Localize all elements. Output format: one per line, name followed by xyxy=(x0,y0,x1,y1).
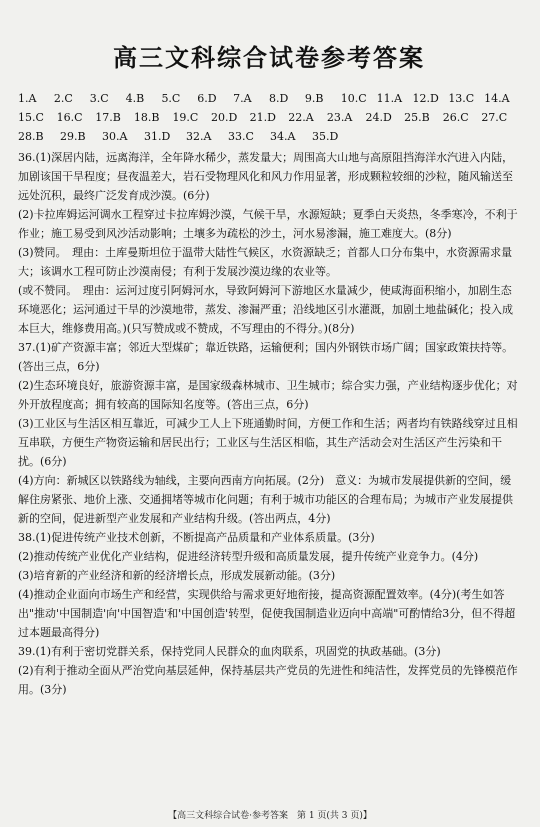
answer-item: 3.C xyxy=(89,92,109,105)
question-38-part-1: 38.(1)促进传统产业技术创新，不断提高产品质量和产业体系质量。(3分) xyxy=(18,531,375,544)
question-38-part-2: (2)推动传统产业优化产业结构，促进经济转型升级和高质量发展，提升传统产业竞争力。(4分) xyxy=(18,550,479,563)
answer-item: 27.C xyxy=(481,111,508,124)
answer-item: 9.B xyxy=(304,92,324,105)
answer-item: 24.D xyxy=(365,111,392,124)
answer-item: 20.D xyxy=(211,111,238,124)
question-36 xyxy=(18,148,520,338)
answer-item: 25.B xyxy=(404,111,430,124)
answer-item: 12.D xyxy=(412,92,439,105)
answer-item: 21.D xyxy=(249,111,276,124)
answer-item: 4.B xyxy=(125,92,145,105)
answer-item: 15.C xyxy=(18,111,44,124)
answer-content xyxy=(18,148,520,699)
answer-item: 28.B xyxy=(18,130,44,143)
answer-item: 29.B xyxy=(60,130,86,143)
answer-item: 33.C xyxy=(228,130,254,143)
question-38 xyxy=(18,528,520,642)
question-36-part-3-alt: (或不赞同。 理由：运河过度引阿姆河水，导致阿姆河下游地区水量减少，使咸海面积缩小，加剧生态环境恶化；运河通过干旱的沙漠地带，蒸发、渗漏严重；沿线地区引水灌溉，加剧土地盐碱化；投入成本巨大，维修费用高。)(只写赞成或不赞成，不写理由的不得分。)(8分) xyxy=(18,284,513,335)
answer-item: 34.A xyxy=(270,130,296,143)
answer-row-3 xyxy=(18,127,520,146)
question-37 xyxy=(18,338,520,528)
answer-item: 18.B xyxy=(133,111,160,124)
question-39-part-1: 39.(1)有利于密切党群关系，保持党同人民群众的血肉联系，巩固党的执政基础。(3分) xyxy=(18,645,441,658)
answer-item: 31.D xyxy=(144,130,171,143)
question-37-part-3: (3)工业区与生活区相互靠近，可减少工人上下班通勤时间，方便工作和生活；两者均有铁路线穿过且相互串联，方便生产物资运输和居民出行；工业区与生活区相临，其生产活动会对生活区产生污染和干扰。(6分) xyxy=(18,417,518,468)
answer-item: 10.C xyxy=(340,92,367,105)
page-footer: 【高三文科综合试卷·参考答案 第 1 页(共 3 页)】 xyxy=(168,811,372,821)
answer-item: 30.A xyxy=(102,130,128,143)
question-36-part-1: 36.(1)深居内陆，远离海洋，全年降水稀少，蒸发量大；周围高大山地与高原阻挡海洋水汽进入内陆，加剧该国干旱程度；昼夜温差大，岩石受物理风化和风力作用显著，形成颗粒较细的沙粒，随风输送至远处沉积，最终广泛发育成沙漠。(6分) xyxy=(18,151,514,202)
page-title: 高三文科综合试卷参考答案 xyxy=(113,44,425,72)
answer-item: 23.A xyxy=(326,111,353,124)
question-37-part-4: (4)方向：新城区以铁路线为轴线，主要向西南方向拓展。(2分) 意义：为城市发展提供新的空间，缓解住房紧张、地价上涨、交通拥堵等城市化问题；有利于城市功能区的合理布局；为城市产业发展提供新的空间，促进新型产业发展和产业结构升级。(答出两点，4分) xyxy=(18,474,513,525)
question-36-part-3: (3)赞同。 理由：土库曼斯坦位于温带大陆性气候区，水资源缺乏；首都人口分布集中，水资源需求量大；该调水工程可防止沙漠南侵；有利于发展沙漠边缘的农业等。 xyxy=(18,246,513,278)
answer-row-1 xyxy=(18,89,520,108)
answer-item: 26.C xyxy=(442,111,469,124)
question-38-part-3: (3)培育新的产业经济和新的经济增长点，形成发展新动能。(3分) xyxy=(18,569,336,582)
answer-item: 7.A xyxy=(233,92,252,105)
answer-item: 16.C xyxy=(56,111,83,124)
multiple-choice-answers xyxy=(18,89,520,146)
answer-item: 32.A xyxy=(186,130,212,143)
answer-row-2 xyxy=(18,108,520,127)
answer-item: 13.C xyxy=(448,92,475,105)
question-39-part-2: (2)有利于推动全面从严治党向基层延伸，保持基层共产党员的先进性和纯洁性，发挥党员的先锋模范作用。(3分) xyxy=(18,664,518,696)
answer-item: 6.D xyxy=(197,92,217,105)
answer-item: 1.A xyxy=(18,92,37,105)
answer-item: 19.C xyxy=(172,111,199,124)
question-37-part-2: (2)生态环境良好，旅游资源丰富，是国家级森林城市、卫生城市；综合实力强，产业结构逐步优化；对外开放程度高；拥有较高的国际知名度等。(答出三点，6分) xyxy=(18,379,518,411)
answer-item: 11.A xyxy=(376,92,403,105)
answer-item: 2.C xyxy=(53,92,73,105)
question-37-part-1: 37.(1)矿产资源丰富；邻近大型煤矿；靠近铁路，运输便利；国内外钢铁市场广阔；国家政策扶持等。(答出三点，6分) xyxy=(18,341,514,373)
answer-item: 35.D xyxy=(312,130,339,143)
answer-item: 17.B xyxy=(95,111,121,124)
answer-item: 5.C xyxy=(161,92,181,105)
question-39 xyxy=(18,642,520,699)
question-38-part-4: (4)推动企业面向市场生产和经营，实现供给与需求更好地衔接，提高资源配置效率。(4分)(考生如答出"推动'中国制造'向'中国智造'和'中国创造'转型，促使我国制造业迈向中高端"可酌情给3分，但不得超过本题最高得分) xyxy=(18,588,516,639)
question-36-part-2: (2)卡拉库姆运河调水工程穿过卡拉库姆沙漠，气候干旱，水源短缺；夏季白天炎热，冬季寒冷，不利于作业；施工易受到风沙活动影响；土壤多为疏松的沙土，河水易渗漏，施工难度大。(8分) xyxy=(18,208,518,240)
answer-item: 22.A xyxy=(288,111,314,124)
answer-item: 14.A xyxy=(484,92,510,105)
answer-item: 8.D xyxy=(269,92,289,105)
